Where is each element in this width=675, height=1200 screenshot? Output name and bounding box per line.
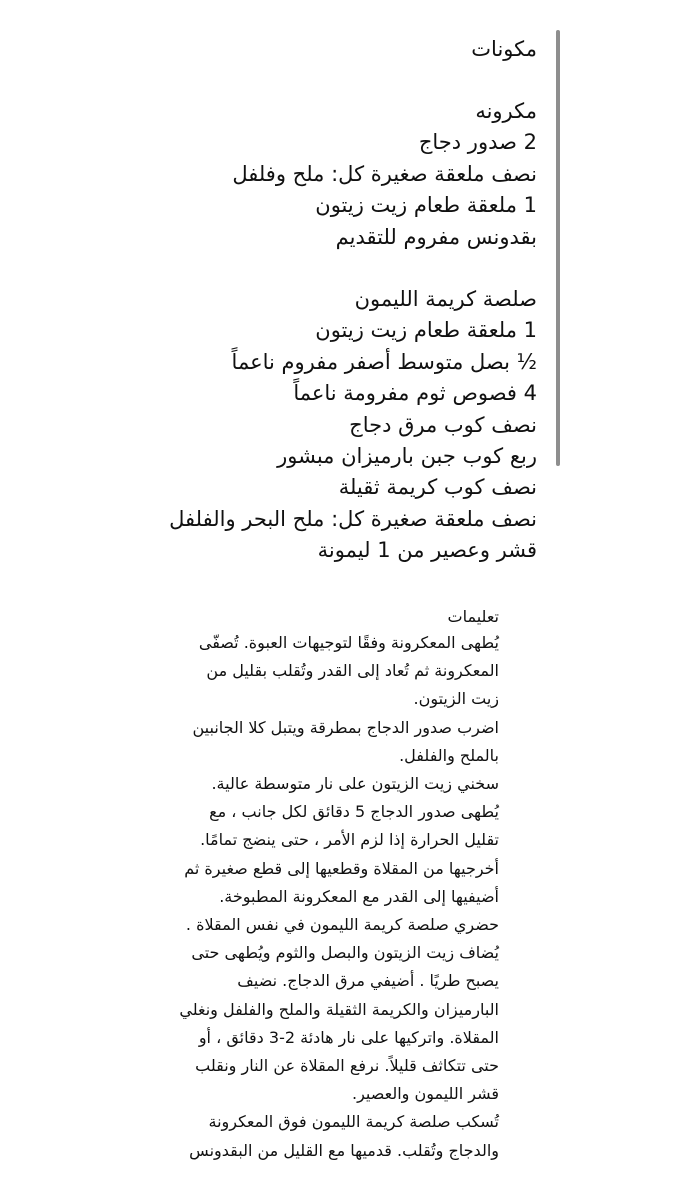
instruction-step: اضرب صدور الدجاج بمطرقة ويتبل كلا الجانبين بالملح والفلفل. xyxy=(192,717,499,765)
ingredient-line: بقدونس مفروم للتقديم xyxy=(335,224,537,249)
instructions-title: تعليمات xyxy=(447,607,499,626)
ingredient-line: ربع كوب جبن بارميزان مبشور xyxy=(277,444,537,469)
instructions-section xyxy=(179,605,499,1165)
ingredient-line: 1 ملعقة طعام زيت زيتون xyxy=(315,318,537,343)
ingredient-line: قشر وعصير من 1 ليمونة xyxy=(317,538,537,563)
ingredient-line: ½ بصل متوسط أصفر مفروم ناعماً xyxy=(231,349,537,374)
ingredients-section xyxy=(77,33,537,567)
ingredients-pasta-group xyxy=(77,96,537,253)
ingredient-line: 1 ملعقة طعام زيت زيتون xyxy=(315,193,537,218)
ingredients-title: مكونات xyxy=(471,37,537,61)
instruction-step: حضري صلصة كريمة الليمون في نفس المقلاة . يُضاف زيت الزيتون والبصل والثوم ويُطهى حتى يصبح طريًا . أضيفي مرق الدجاج. نضيف البارميزان والكريمة الثقيلة والملح والفلفل ونغلي المقلاة. واتركيها على نار هادئة 2-3 دقائق ، أو حتى تتكاثف قليلاً. نرفع المقلاة عن النار ونقلب قشر الليمون والعصير. xyxy=(179,915,499,1104)
ingredient-line: نصف كوب مرق دجاج xyxy=(349,412,537,437)
ingredient-line: نصف ملعقة صغيرة كل: ملح وفلفل xyxy=(232,161,537,186)
instruction-step: يُطهى المعكرونة وفقًا لتوجيهات العبوة. تُصفّى المعكرونة ثم تُعاد إلى القدر وتُقلب بقليل من زيت الزيتون. xyxy=(198,633,499,709)
instruction-step: سخني زيت الزيتون على نار متوسطة عالية. يُطهى صدور الدجاج 5 دقائق لكل جانب ، مع تقليل الحرارة إذا لزم الأمر ، حتى ينضج تمامًا. أخرجيها من المقلاة وقطعيها إلى قطع صغيرة ثم أضيفيها إلى القدر مع المعكرونة المطبوخة. xyxy=(184,774,499,906)
spacer xyxy=(77,253,537,284)
ingredient-line: نصف ملعقة صغيرة كل: ملح البحر والفلفل xyxy=(169,506,537,531)
ingredient-line: نصف كوب كريمة ثقيلة xyxy=(338,475,537,500)
ingredient-line: مكرونه xyxy=(475,99,537,123)
instruction-step: تُسكب صلصة كريمة الليمون فوق المعكرونة والدجاج وتُقلب. قدميها مع القليل من البقدونس xyxy=(189,1112,499,1160)
ingredients-sauce-group xyxy=(77,284,537,567)
scrollbar[interactable] xyxy=(556,30,560,466)
ingredient-line: صلصة كريمة الليمون xyxy=(354,287,537,312)
ingredient-line: 4 فصوص ثوم مفرومة ناعماً xyxy=(293,381,537,406)
ingredient-line: 2 صدور دجاج xyxy=(418,130,537,155)
